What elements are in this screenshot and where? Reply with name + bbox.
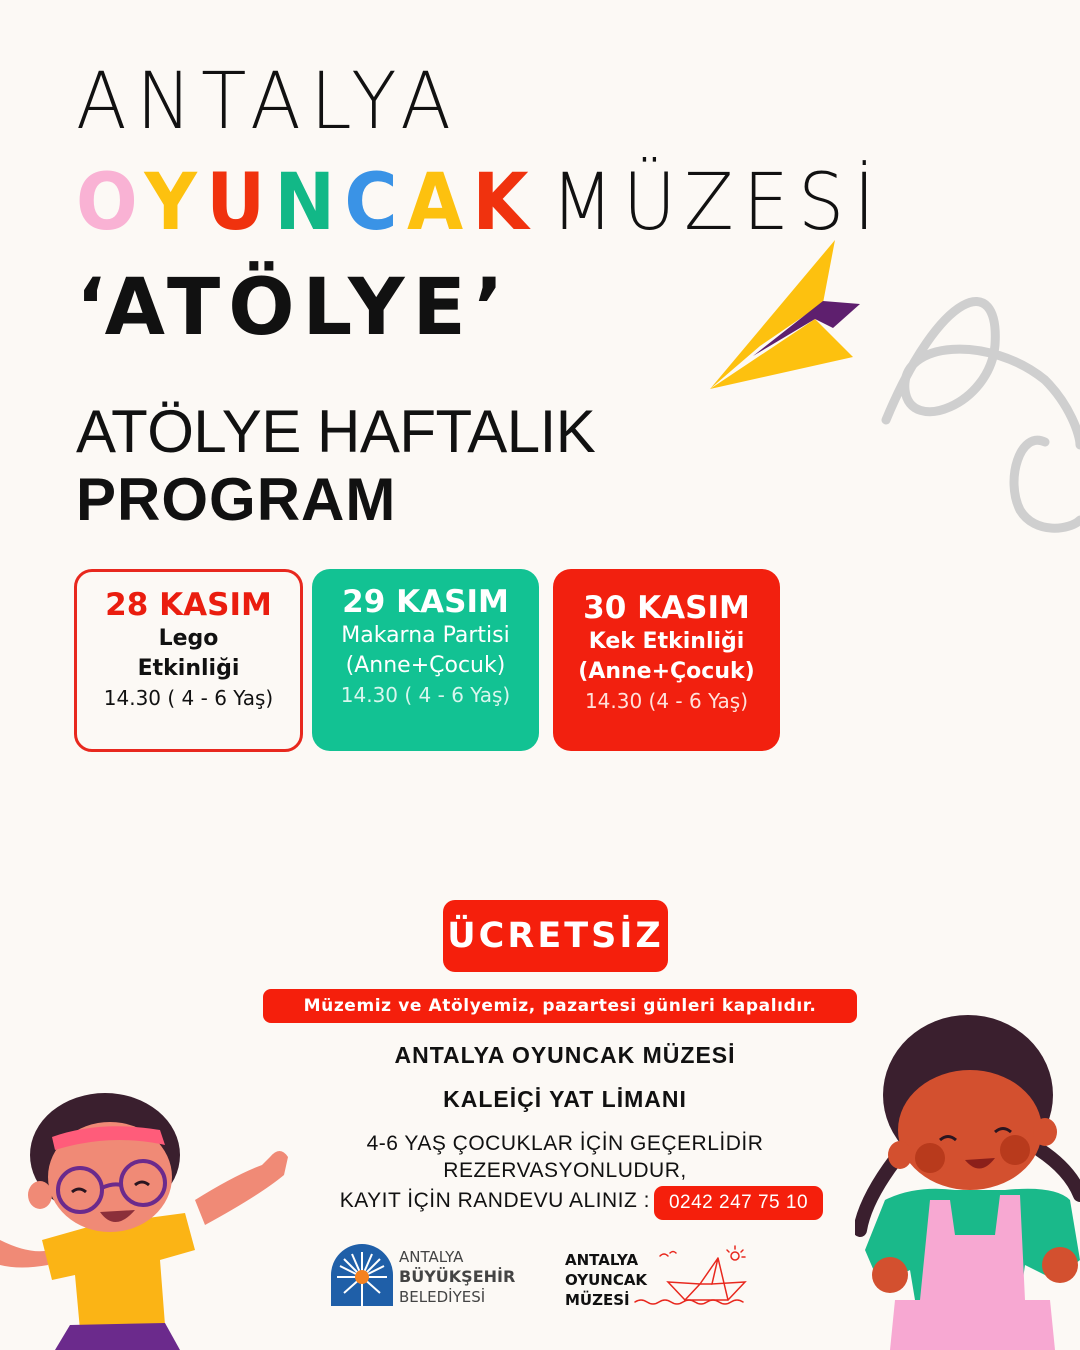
- event-time: 14.30 ( 4 - 6 Yaş): [103, 686, 274, 710]
- closed-notice-banner: Müzemiz ve Atölyemiz, pazartesi günleri kapalıdır.: [263, 989, 857, 1023]
- title-letter: C: [344, 158, 407, 248]
- venue-name: ANTALYA OYUNCAK MÜZESİ: [394, 1042, 736, 1068]
- event-date: 28 KASIM: [105, 587, 272, 623]
- phone-number[interactable]: 0242 247 75 10: [654, 1186, 823, 1220]
- logo-line: BÜYÜKŞEHİR: [399, 1267, 516, 1286]
- girl-illustration-icon: [855, 1000, 1080, 1350]
- event-card-28-kasim: [74, 569, 303, 752]
- subtitle-line2: PROGRAM: [76, 466, 397, 533]
- logo-line: BELEDİYESİ: [399, 1288, 486, 1306]
- municipality-sun-logo-icon: [331, 1244, 393, 1306]
- title-letter: K: [472, 158, 538, 248]
- title-atolye: ‘ATÖLYE’: [76, 263, 512, 353]
- event-title-line: Etkinliği: [137, 656, 240, 681]
- event-title-line: Lego: [158, 626, 219, 651]
- title-antalya: ANTALYA: [76, 57, 461, 147]
- event-title-line: (Anne+Çocuk): [578, 659, 755, 684]
- logo-line: OYUNCAK: [565, 1271, 648, 1289]
- event-time: 14.30 ( 4 - 6 Yaş): [340, 683, 511, 707]
- event-time: 14.30 (4 - 6 Yaş): [584, 689, 749, 713]
- logo-line: ANTALYA: [399, 1248, 464, 1266]
- municipality-logo-text: [399, 1247, 515, 1307]
- title-muzesi: MÜZESİ: [550, 158, 885, 248]
- paper-plane-icon: [700, 230, 1080, 540]
- event-date: 29 KASIM: [342, 584, 509, 620]
- event-title-line: Kek Etkinliği: [588, 629, 745, 654]
- appointment-label: KAYIT İÇİN RANDEVU ALINIZ :: [339, 1189, 650, 1212]
- title-letter: O: [76, 158, 145, 248]
- logo-line: MÜZESİ: [565, 1291, 630, 1309]
- logo-line: ANTALYA: [565, 1251, 639, 1269]
- paper-boat-logo-icon: [630, 1244, 755, 1310]
- boy-illustration-icon: [0, 1065, 300, 1350]
- age-note: 4-6 YAŞ ÇOCUKLAR İÇİN GEÇERLİDİR: [366, 1132, 764, 1155]
- title-letter: U: [206, 158, 275, 248]
- title-letter: N: [274, 158, 345, 248]
- subtitle-line1: ATÖLYE HAFTALIK: [76, 398, 596, 465]
- reservation-note: REZERVASYONLUDUR,: [443, 1159, 687, 1182]
- event-card-30-kasim: [553, 569, 780, 751]
- venue-location: KALEİÇİ YAT LİMANI: [443, 1086, 687, 1112]
- event-title-line: Makarna Partisi: [341, 623, 510, 648]
- event-card-29-kasim: [312, 569, 539, 751]
- event-title-line: (Anne+Çocuk): [345, 653, 506, 678]
- title-letter: Y: [144, 158, 207, 248]
- free-badge: ÜCRETSİZ: [443, 900, 668, 972]
- event-date: 30 KASIM: [583, 590, 750, 626]
- title-letter: A: [406, 158, 473, 248]
